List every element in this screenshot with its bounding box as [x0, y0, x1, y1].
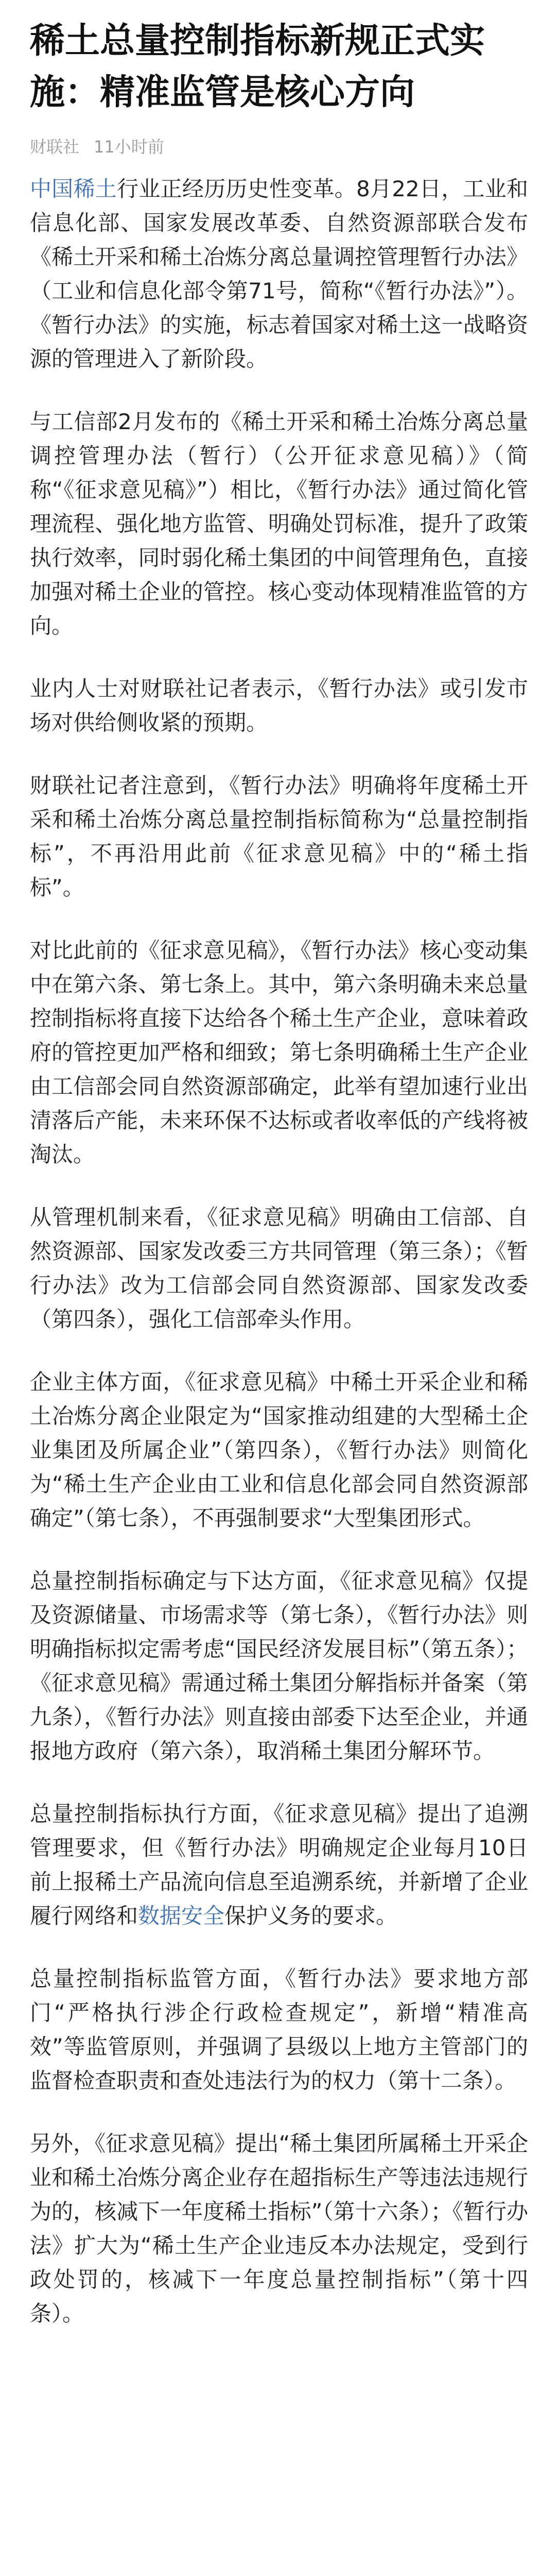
paragraph-7: 企业主体方面，《征求意见稿》中稀土开采企业和稀土冶炼分离企业限定为“国家推动组建的大型稀土企业集团及所属企业”（第四条），《暂行办法》则简化为“稀土生产企业由工业和信息化部会同自然资源部确定”（第七条），不再强制要求“大型集团形式。 — [30, 1369, 528, 1531]
paragraph-9 — [30, 1797, 528, 1933]
stock-link-china-rare-earth[interactable]: 中国稀土 — [30, 176, 117, 201]
paragraph-4: 财联社记者注意到，《暂行办法》明确将年度稀土开采和稀土冶炼分离总量控制指标简称为“总量控制指标”，不再沿用此前《征求意见稿》中的“稀土指标”。 — [30, 773, 528, 900]
paragraph-text: 行业正经历历史性变革。8月22日，工业和信息化部、国家发展改革委、自然资源部联合发布《稀土开采和稀土冶炼分离总量调控管理暂行办法》（工业和信息化部令第71号，简称“《暂行办法》”）。《暂行办法》的实施，标志着国家对稀土这一战略资源的管理进入了新阶段。 — [30, 176, 528, 371]
paragraph-text: 保护义务的要求。 — [224, 1903, 398, 1928]
paragraph-text: 总量控制指标执行方面，《征求意见稿》提出了追溯管理要求，但《暂行办法》明确规定企业每月10日前上报稀土产品流向信息至追溯系统，并新增了企业履行网络和 — [30, 1801, 528, 1928]
article-source[interactable]: 财联社 — [30, 137, 80, 157]
paragraph-10: 总量控制指标监管方面，《暂行办法》要求地方部门“严格执行涉企行政检查规定”，新增“精准高效”等监管原则，并强调了县级以上地方主管部门的监督检查职责和查处违法行为的权力（第十二条）。 — [30, 1966, 528, 2093]
paragraph-1 — [30, 172, 528, 376]
article-title: 稀土总量控制指标新规正式实施：精准监管是核心方向 — [30, 21, 485, 113]
article-body — [0, 165, 558, 2331]
paragraph-2: 与工信部2月发布的《稀土开采和稀土冶炼分离总量调控管理办法（暂行）（公开征求意见稿）》（简称“《征求意见稿》”）相比，《暂行办法》通过简化管理流程、强化地方监管、明确处罚标准，提升了政策执行效率，同时弱化稀土集团的中间管理角色，直接加强对稀土企业的管控。核心变动体现精准监管的方向。 — [30, 409, 528, 638]
paragraph-11: 另外，《征求意见稿》提出“稀土集团所属稀土开采企业和稀土冶炼分离企业存在超指标生产等违法违规行为的，核减下一年度稀土指标”（第十六条）；《暂行办法》扩大为“稀土生产企业违反本办法规定，受到行政处罚的，核减下一年度总量控制指标”（第十四条）。 — [30, 2131, 528, 2326]
paragraph-5: 对比此前的《征求意见稿》，《暂行办法》核心变动集中在第六条、第七条上。其中，第六条明确未来总量控制指标将直接下达给各个稀土生产企业，意味着政府的管控更加严格和细致；第七条明确稀土生产企业由工信部会同自然资源部确定，此举有望加速行业出清落后产能，未来环保不达标或者收率低的产线将被淘汰。 — [30, 938, 528, 1167]
article-meta — [0, 118, 558, 165]
topic-link-data-security[interactable]: 数据安全 — [138, 1903, 225, 1928]
paragraph-6: 从管理机制来看，《征求意见稿》明确由工信部、自然资源部、国家发改委三方共同管理（第三条）；《暂行办法》改为工信部会同自然资源部、国家发改委（第四条），强化工信部牵头作用。 — [30, 1205, 528, 1332]
paragraph-8: 总量控制指标确定与下达方面，《征求意见稿》仅提及资源储量、市场需求等（第七条），《暂行办法》则明确指标拟定需考虑“国民经济发展目标”（第五条）；《征求意见稿》需通过稀土集团分解指标并备案（第九条），《暂行办法》则直接由部委下达至企业，并通报地方政府（第六条），取消稀土集团分解环节。 — [30, 1568, 528, 1764]
paragraph-3: 业内人士对财联社记者表示，《暂行办法》或引发市场对供给侧收紧的预期。 — [30, 676, 528, 735]
article-time: 11小时前 — [94, 137, 164, 157]
